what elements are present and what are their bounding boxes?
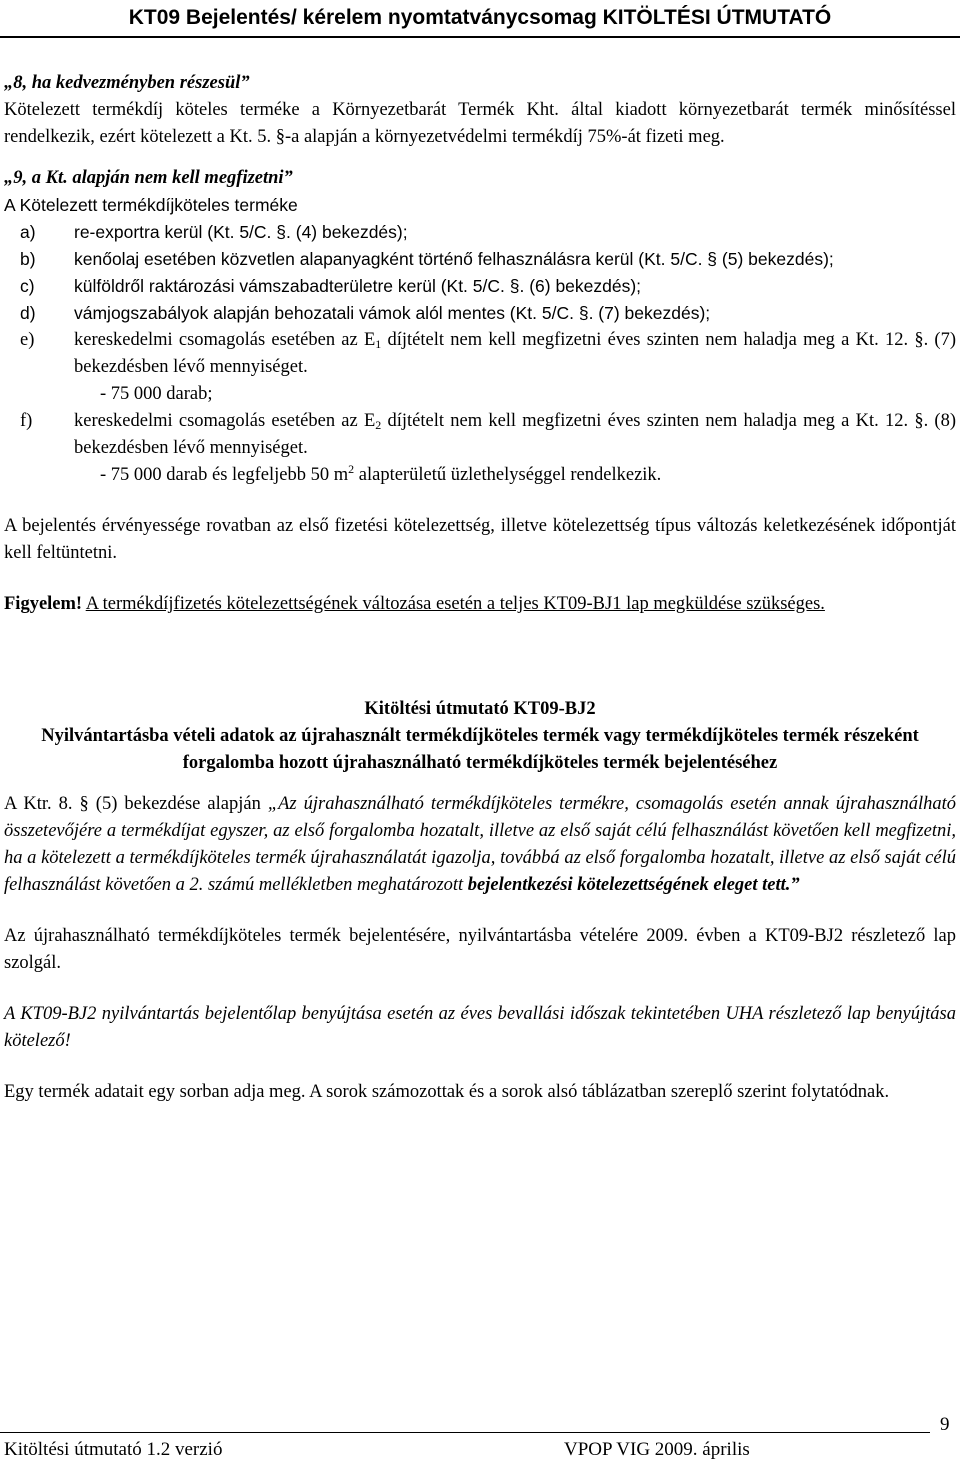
list-item-d [4,300,956,327]
section-8-text: Kötelezett termékdíj köteles terméke a Környezetbarát Termék Kht. által kiadott környezetbarát termék minősítéssel rendelkezik, ezért kötelezett a Kt. 5. §-a alapján a környezetvédelmi termékdíj 75%-át fizeti meg. [4,100,956,147]
section-9-intro: A Kötelezett termékdíjköteles terméke [4,195,298,215]
page-content [4,70,956,1106]
header-divider [0,36,960,38]
list-text-c: külföldről raktározási vámszabadterületre kerül (Kt. 5/C. §. (6) bekezdés); [74,276,642,296]
f-dash-pre: - 75 000 darab és legfeljebb 50 m [100,465,349,485]
list-label-e: e) [20,330,35,350]
list-text-d: vámjogszabályok alapján behozatali vámok alól mentes (Kt. 5/C. §. (7) bekezdés); [74,303,711,323]
warning-label: Figyelem! [4,594,83,614]
bj2-quote-pre: A Ktr. 8. § (5) bekezdése alapján [4,794,268,814]
bj2-subtitle: Nyilvántartásba vételi adatok az újrahasznált termékdíjköteles termék vagy termékdíjköteles termék részeként forgalomba hozott újrahasználható termékdíjköteles termék bejelentéséhez [41,726,919,773]
section-9-list [4,219,956,381]
list-text-e-sub: 1 [375,337,382,351]
list-item-a [4,219,956,246]
f-dash-sup: 2 [348,462,355,476]
bj2-title: Kitöltési útmutató KT09-BJ2 [364,699,596,719]
list-label-c: c) [20,276,35,296]
section-8-title: „8, ha kedvezményben részesül” [4,73,250,93]
bj2-quote-bold: bejelentkezési kötelezettségének eleget tett. [467,875,791,895]
list-label-f: f) [20,411,33,431]
bj2-quote-paragraph [4,791,956,899]
list-label-b: b) [20,249,36,269]
warning-text: A termékdíjfizetés kötelezettségének változása esetén a teljes KT09-BJ1 lap megküldése szükséges. [85,594,825,614]
list-item-c [4,273,956,300]
list-item-f [4,408,956,462]
section-9-list-cont [4,408,956,462]
list-text-f-pre: kereskedelmi csomagolás esetében az E [74,411,376,431]
bj2-paragraph-3: A KT09-BJ2 nyilvántartás bejelentőlap benyújtása esetén az éves bevallási időszak tekintetében UHA részletező lap benyújtása kötelező! [4,1004,956,1051]
list-text-f-sub: 2 [375,418,382,432]
page-number: 9 [940,1414,950,1435]
footer-divider [0,1432,930,1433]
list-label-d: d) [20,303,36,323]
list-item-b [4,246,956,273]
bj2-paragraph-2: Az újrahasználható termékdíjköteles termék bejelentésére, nyilvántartásba vételére 2009. évben a KT09-BJ2 részletező lap szolgál. [4,926,956,973]
validity-paragraph: A bejelentés érvényessége rovatban az első fizetési kötelezettség, illetve kötelezettség típus változás keletkezésének időpontját kell feltüntetni. [4,516,956,563]
list-item-e [4,327,956,381]
list-text-f-post: díjtételt nem kell megfizetni éves szinten nem haladja meg a Kt. 12. §. (8) bekezdésben lévő mennyiséget. [74,411,956,458]
f-dash-post: alapterületű üzlethelységgel rendelkezik. [354,465,662,485]
footer-date: VPOP VIG 2009. április [564,1439,750,1460]
list-text-e-post: díjtételt nem kell megfizetni éves szinten nem haladja meg a Kt. 12. §. (7) bekezdésben lévő mennyiséget. [74,330,956,377]
list-f-dash-item [4,462,956,489]
warning-paragraph [4,591,956,618]
list-text-b: kenőolaj esetében közvetlen alapanyagként történő felhasználásra kerül (Kt. 5/C. § (5) bekezdés); [74,249,834,269]
bj2-quote-end: ” [790,875,800,895]
bj2-quote-italic: „Az újrahasználható termékdíjköteles termékre, csomagolás esetén annak újrahasználható összetevőjére a termékdíjat egyszer, az első forgalomba hozatalt, illetve az első saját célú felhasználást követően kell megfizetni, ha a kötelezett a termékdíjköteles termék újrahasználatát igazolja, továbbá az első forgalomba hozatalt, illetve az első saját célú felhasználást követően a 2. számú mellékletben meghatározott [4,794,956,895]
list-e-dash-item: - 75 000 darab; [100,384,213,404]
bj2-paragraph-4: Egy termék adatait egy sorban adja meg. A sorok számozottak és a sorok alsó táblázatban szereplő szerint folytatódnak. [4,1082,890,1102]
list-text-e-pre: kereskedelmi csomagolás esetében az E [74,330,376,350]
page-header-title: KT09 Bejelentés/ kérelem nyomtatványcsomag KITÖLTÉSI ÚTMUTATÓ [128,6,832,29]
list-label-a: a) [20,222,36,242]
section-9-title: „9, a Kt. alapján nem kell megfizetni” [4,168,293,188]
list-text-a: re-exportra kerül (Kt. 5/C. §. (4) bekezdés); [74,222,408,242]
footer-version: Kitöltési útmutató 1.2 verzió [4,1439,223,1460]
